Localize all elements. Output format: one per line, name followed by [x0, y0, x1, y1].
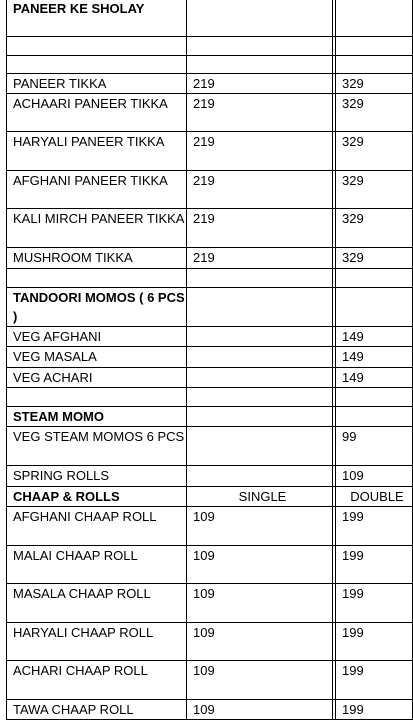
price-double: 199: [336, 660, 413, 699]
menu-row: [7, 171, 413, 209]
price-double: [336, 287, 413, 327]
price-single: SINGLE: [187, 486, 333, 506]
menu-row: [7, 37, 413, 56]
menu-row: [7, 407, 413, 427]
price-single: [187, 56, 333, 74]
item-name: HARYALI CHAAP ROLL: [7, 622, 187, 660]
price-single: 109: [187, 660, 333, 699]
item-name: TAWA CHAAP ROLL: [7, 699, 187, 719]
price-double: 329: [336, 209, 413, 248]
price-single: [187, 347, 333, 367]
menu-row: [7, 660, 413, 699]
price-double: 99: [336, 427, 413, 466]
price-single: 109: [187, 506, 333, 545]
item-name: SPRING ROLLS: [7, 466, 187, 486]
price-single: 219: [187, 171, 333, 209]
menu-row: [7, 466, 413, 486]
price-double: 199: [336, 583, 413, 622]
item-name: MUSHROOM TIKKA: [7, 248, 187, 268]
price-single: 109: [187, 583, 333, 622]
item-name: VEG MASALA: [7, 347, 187, 367]
menu-row: [7, 388, 413, 407]
menu-row: [7, 287, 413, 327]
price-single: [187, 37, 333, 56]
item-name: ACHARI CHAAP ROLL: [7, 660, 187, 699]
price-single: [187, 367, 333, 387]
item-name: [7, 37, 187, 56]
price-double: 329: [336, 171, 413, 209]
item-name: MALAI CHAAP ROLL: [7, 545, 187, 583]
item-name: VEG STEAM MOMOS 6 PCS: [7, 427, 187, 466]
menu-row: [7, 367, 413, 387]
price-double: 149: [336, 347, 413, 367]
menu-row: [7, 583, 413, 622]
price-single: [187, 268, 333, 287]
price-double: 199: [336, 622, 413, 660]
item-name: PANEER TIKKA: [7, 74, 187, 94]
menu-row: [7, 56, 413, 74]
price-double: 199: [336, 699, 413, 719]
price-single: [187, 327, 333, 347]
item-name: [7, 268, 187, 287]
price-single: [187, 287, 333, 327]
price-single: 219: [187, 209, 333, 248]
item-name: ACHAARI PANEER TIKKA: [7, 94, 187, 132]
menu-table: [6, 0, 413, 720]
price-double: 199: [336, 545, 413, 583]
item-name: CHAAP & ROLLS: [7, 486, 187, 506]
price-double: 329: [336, 248, 413, 268]
menu-table-body: [7, 0, 413, 720]
price-single: [187, 407, 333, 427]
menu-row: [7, 327, 413, 347]
menu-row: [7, 74, 413, 94]
price-single: 219: [187, 132, 333, 171]
item-name: KALI MIRCH PANEER TIKKA: [7, 209, 187, 248]
menu-row: [7, 132, 413, 171]
price-double: DOUBLE: [336, 486, 413, 506]
item-name: TANDOORI MOMOS ( 6 PCS ): [7, 287, 187, 327]
price-single: [187, 427, 333, 466]
price-double: [336, 388, 413, 407]
item-name: AFGHANI CHAAP ROLL: [7, 506, 187, 545]
price-single: 219: [187, 248, 333, 268]
menu-row: [7, 545, 413, 583]
price-double: 329: [336, 74, 413, 94]
price-double: [336, 0, 413, 37]
item-name: [7, 56, 187, 74]
price-double: 199: [336, 506, 413, 545]
price-double: [336, 407, 413, 427]
price-single: 109: [187, 699, 333, 719]
price-double: 109: [336, 466, 413, 486]
item-name: [7, 388, 187, 407]
price-single: [187, 388, 333, 407]
price-double: [336, 268, 413, 287]
item-name: VEG AFGHANI: [7, 327, 187, 347]
menu-row: [7, 248, 413, 268]
price-double: [336, 56, 413, 74]
price-double: [336, 37, 413, 56]
item-name: VEG ACHARI: [7, 367, 187, 387]
price-single: 219: [187, 74, 333, 94]
menu-row: [7, 94, 413, 132]
item-name: HARYALI PANEER TIKKA: [7, 132, 187, 171]
price-single: [187, 0, 333, 37]
menu-row: [7, 622, 413, 660]
price-single: 109: [187, 622, 333, 660]
price-double: 329: [336, 94, 413, 132]
price-single: 109: [187, 545, 333, 583]
item-name: MASALA CHAAP ROLL: [7, 583, 187, 622]
menu-row: [7, 209, 413, 248]
menu-row: [7, 427, 413, 466]
price-double: 149: [336, 327, 413, 347]
price-single: 219: [187, 94, 333, 132]
price-single: [187, 466, 333, 486]
menu-row: [7, 0, 413, 37]
price-double: 149: [336, 367, 413, 387]
menu-row: [7, 347, 413, 367]
item-name: PANEER KE SHOLAY: [7, 0, 187, 37]
item-name: AFGHANI PANEER TIKKA: [7, 171, 187, 209]
menu-row: [7, 699, 413, 719]
menu-row: [7, 268, 413, 287]
menu-row: [7, 506, 413, 545]
item-name: STEAM MOMO: [7, 407, 187, 427]
price-double: 329: [336, 132, 413, 171]
menu-row: [7, 486, 413, 506]
